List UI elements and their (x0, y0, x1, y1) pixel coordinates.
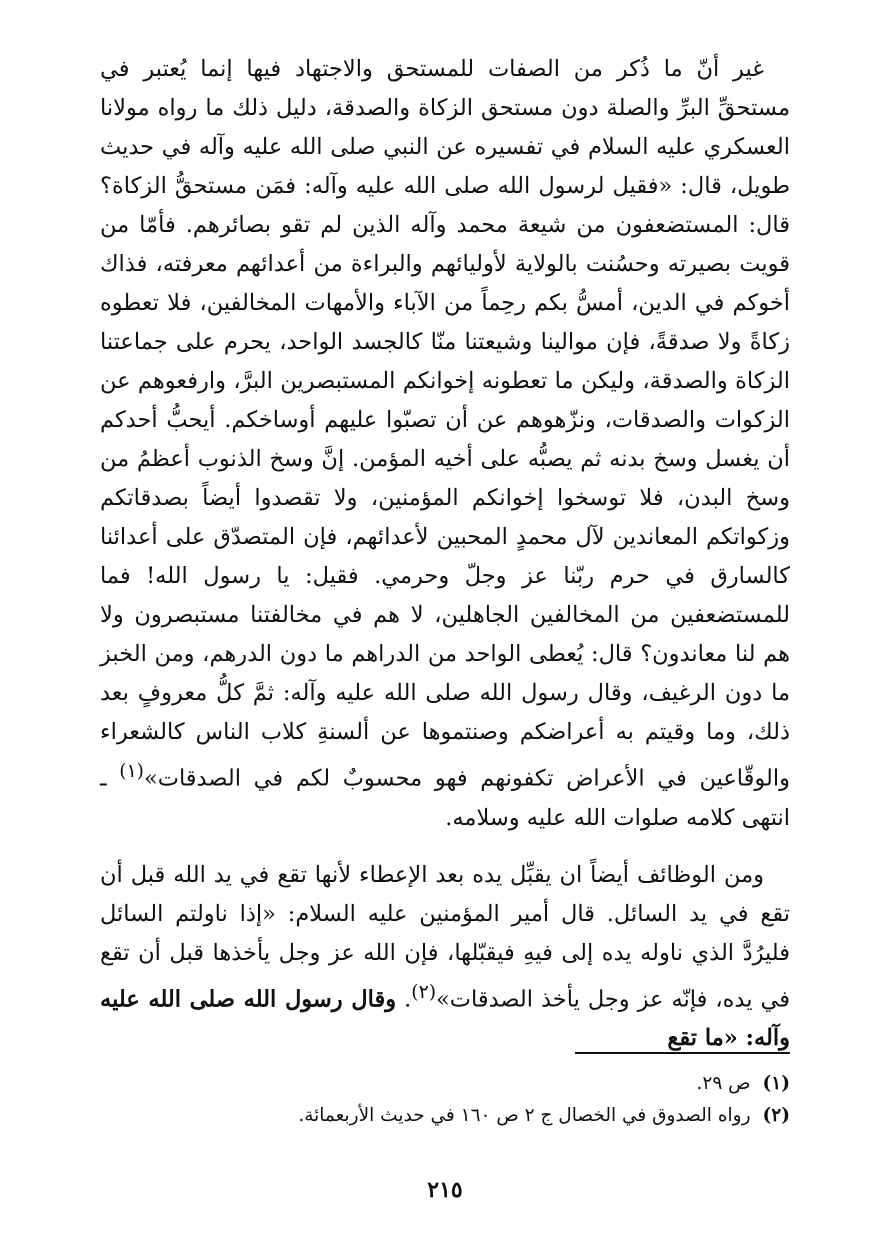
footnote-1 (100, 1068, 790, 1100)
footnote-1-number: (١) (762, 1073, 790, 1094)
document-page (100, 50, 790, 1210)
paragraph-2 (100, 856, 790, 1059)
footnote-2 (100, 1100, 790, 1132)
paragraph-2-text: ومن الوظائف أيضاً ان يقبِّل يده بعد الإعطاء لأنها تقع في يد الله قبل أن تقع في يد السائل. قال أمير المؤمنين عليه السلام: «إذا ناولتم السائل فليرُدَّ الذي ناوله يده إلى فيهِ فيقبّلها، فإن الله عز وجل يأخذها قبل أن تقع في يده، فإنّه عز وجل يأخذ الصدقات» (100, 861, 790, 1012)
footnotes (100, 1068, 790, 1132)
paragraph-1 (100, 50, 790, 838)
paragraph-1-text: غير أنّ ما ذُكر من الصفات للمستحق والاجتهاد فيها إنما يُعتبر في مستحقِّ البرِّ والصلة دون مستحق الزكاة والصدقة، دليل ذلك ما رواه مولانا العسكري عليه السلام في تفسيره عن النبي صلى الله عليه وآله في حديث طويل، قال: «فقيل لرسول الله صلى الله عليه وآله: فمَن مستحقُّ الزكاة؟ قال: المستضعفون من شيعة محمد وآله الذين لم تقو بصائرهم. فأمّا من قويت بصيرته وحسُنت بالولاية لأوليائهم والبراءة من أعدائهم معرفته، فذاك أخوكم في الدين، أمسُّ بكم رحِماً من الآباء والأمهات المخالفين، فلا تعطوه زكاةً ولا صدقةً، فإن موالينا وشيعتنا منّا كالجسد الواحد، يحرم على جماعتنا الزكاة والصدقة، وليكن ما تعطونه إخوانكم المستبصرين البرَّ، وارفعوهم عن الزكوات والصدقات، ونزّهوهم عن أن تصبّوا عليهم أوساخكم. أيحبُّ أحدكم أن يغسل وسخ بدنه ثم يصبُّه على أخيه المؤمن. إنَّ وسخ الذنوب أعظمُ من وسخ البدن، فلا توسخوا إخوانكم المؤمنين، ولا تقصدوا أيضاً بصدقاتكم وزكواتكم المعاندين لآل محمدٍ المحبين لأعدائهم، فإن المتصدّق على أعدائنا كالسارق في حرم ربّنا عز وجلّ وحرمي. فقيل: يا رسول الله! فما للمستضعفين من المخالفين الجاهلين، لا هم في مخالفتنا مستبصرون ولا هم لنا معاندون؟ قال: يُعطى الواحد من الدراهم ما دون الدرهم، ومن الخبز ما دون الرغيف، وقال رسول الله صلى الله عليه وآله: ثمَّ كلُّ معروفٍ بعد ذلك، وما وقيتم به أعراضكم وصنتموها عن ألسنةِ كلاب الناس كالشعراء والوقّاعين في الأعراض تكفونهم فهو محسوبٌ لكم في الصدقات» (100, 56, 790, 792)
main-text (100, 50, 790, 1058)
footnote-2-number: (٢) (762, 1105, 790, 1126)
footnote-1-text: ص ٢٩. (696, 1073, 751, 1094)
page-number: ٢١٥ (427, 1177, 463, 1203)
paragraph-2-continuation: وقال رسول الله صلى الله عليه وآله: «ما تقع (100, 986, 790, 1051)
footnote-divider (575, 1052, 790, 1054)
paragraph-2-tail: . (396, 986, 412, 1012)
paragraph-1-tail: ـ انتهى كلامه صلوات الله عليه وسلامه. (100, 765, 790, 831)
footnote-2-text: رواه الصدوق في الخصال ج ٢ ص ١٦٠ في حديث الأربعمائة. (298, 1105, 751, 1126)
footnote-ref-2: (٢) (411, 981, 437, 1003)
footnote-ref-1: (١) (119, 761, 144, 782)
